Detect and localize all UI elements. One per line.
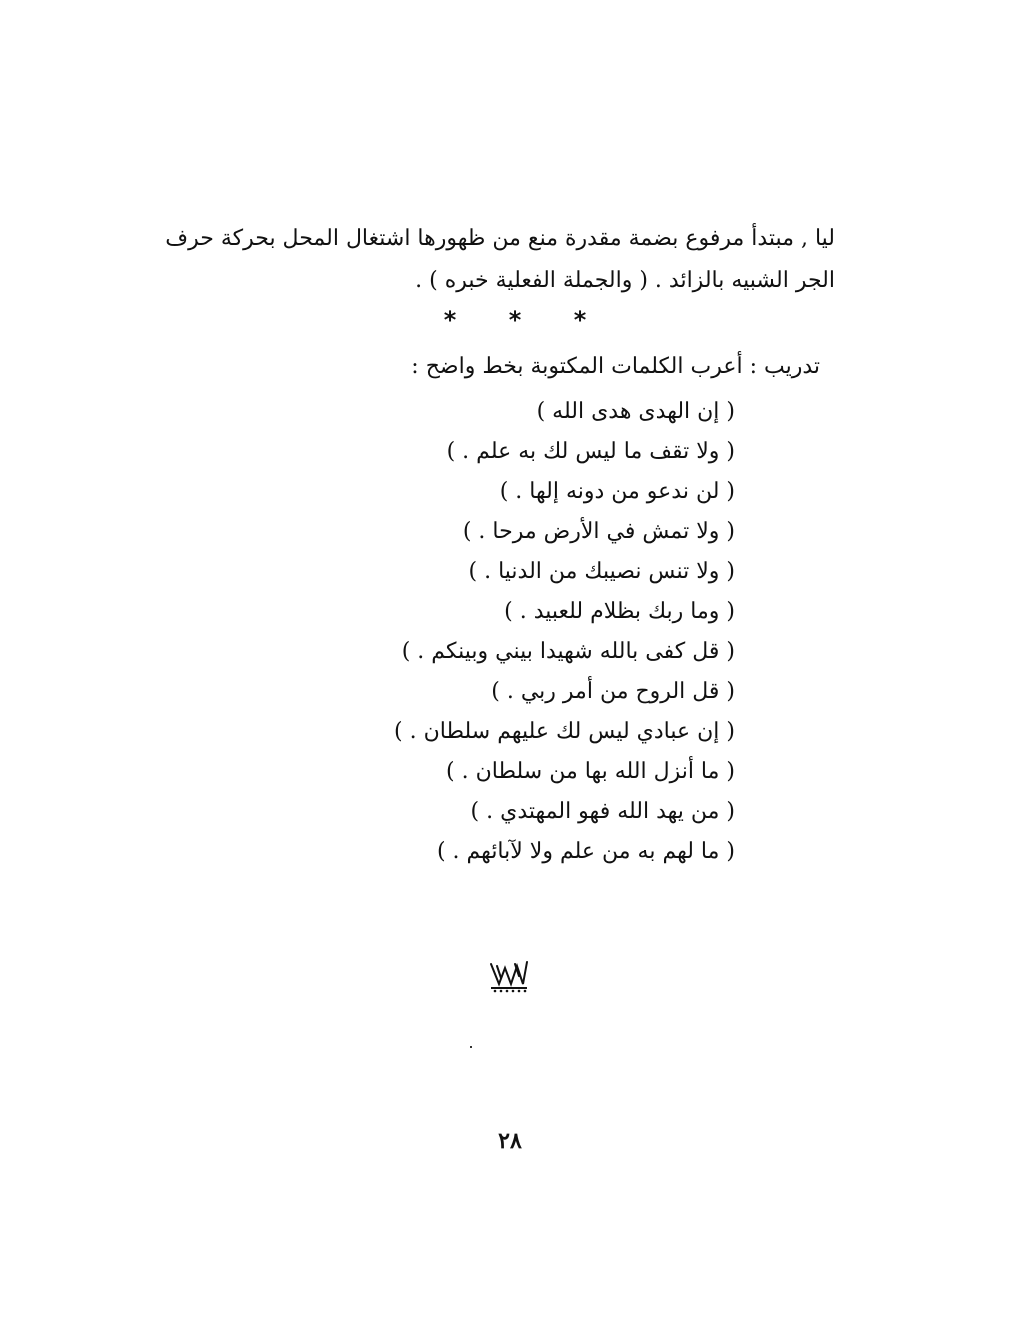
exercise-item: ( لن ندعو من دونه إلها . ) [499, 479, 735, 504]
exercise-list [394, 392, 735, 872]
exercise-heading: تدريب : أعرب الكلمات المكتوبة بخط واضح : [411, 354, 820, 379]
exercise-item: ( إن عبادي ليس لك عليهم سلطان . ) [394, 719, 735, 744]
exercise-item: ( إن الهدى هدى الله ) [536, 399, 735, 424]
ornament-icon [487, 958, 531, 994]
separator-star: * [573, 306, 587, 334]
exercise-item: ( ما أنزل الله بها من سلطان . ) [446, 759, 735, 784]
exercise-item: ( ولا تقف ما ليس لك به علم . ) [446, 439, 735, 464]
stray-mark [470, 1046, 472, 1048]
exercise-item: ( ولا تمش في الأرض مرحا . ) [462, 519, 735, 544]
exercise-item: ( من يهد الله فهو المهتدي . ) [470, 799, 735, 824]
separator-star: * [443, 306, 457, 334]
separator-star: * [508, 306, 522, 334]
paragraph-line-1: ليا , مبتدأ مرفوع بضمة مقدرة منع من ظهورها اشتغال المحل بحركة حرف [165, 226, 835, 251]
section-separator [440, 306, 590, 334]
exercise-item: ( ولا تنس نصيبك من الدنيا . ) [468, 559, 735, 584]
paragraph-line-2: الجر الشبيه بالزائد . ( والجملة الفعلية خبره ) . [415, 268, 835, 293]
exercise-item: ( قل الروح من أمر ربي . ) [491, 679, 735, 704]
exercise-item: ( قل كفى بالله شهيدا بيني وبينكم . ) [401, 639, 735, 664]
exercise-item: ( ما لهم به من علم ولا لآبائهم . ) [436, 839, 735, 864]
page-number: ٢٨ [498, 1128, 522, 1154]
exercise-item: ( وما ربك بظلام للعبيد . ) [504, 599, 735, 624]
